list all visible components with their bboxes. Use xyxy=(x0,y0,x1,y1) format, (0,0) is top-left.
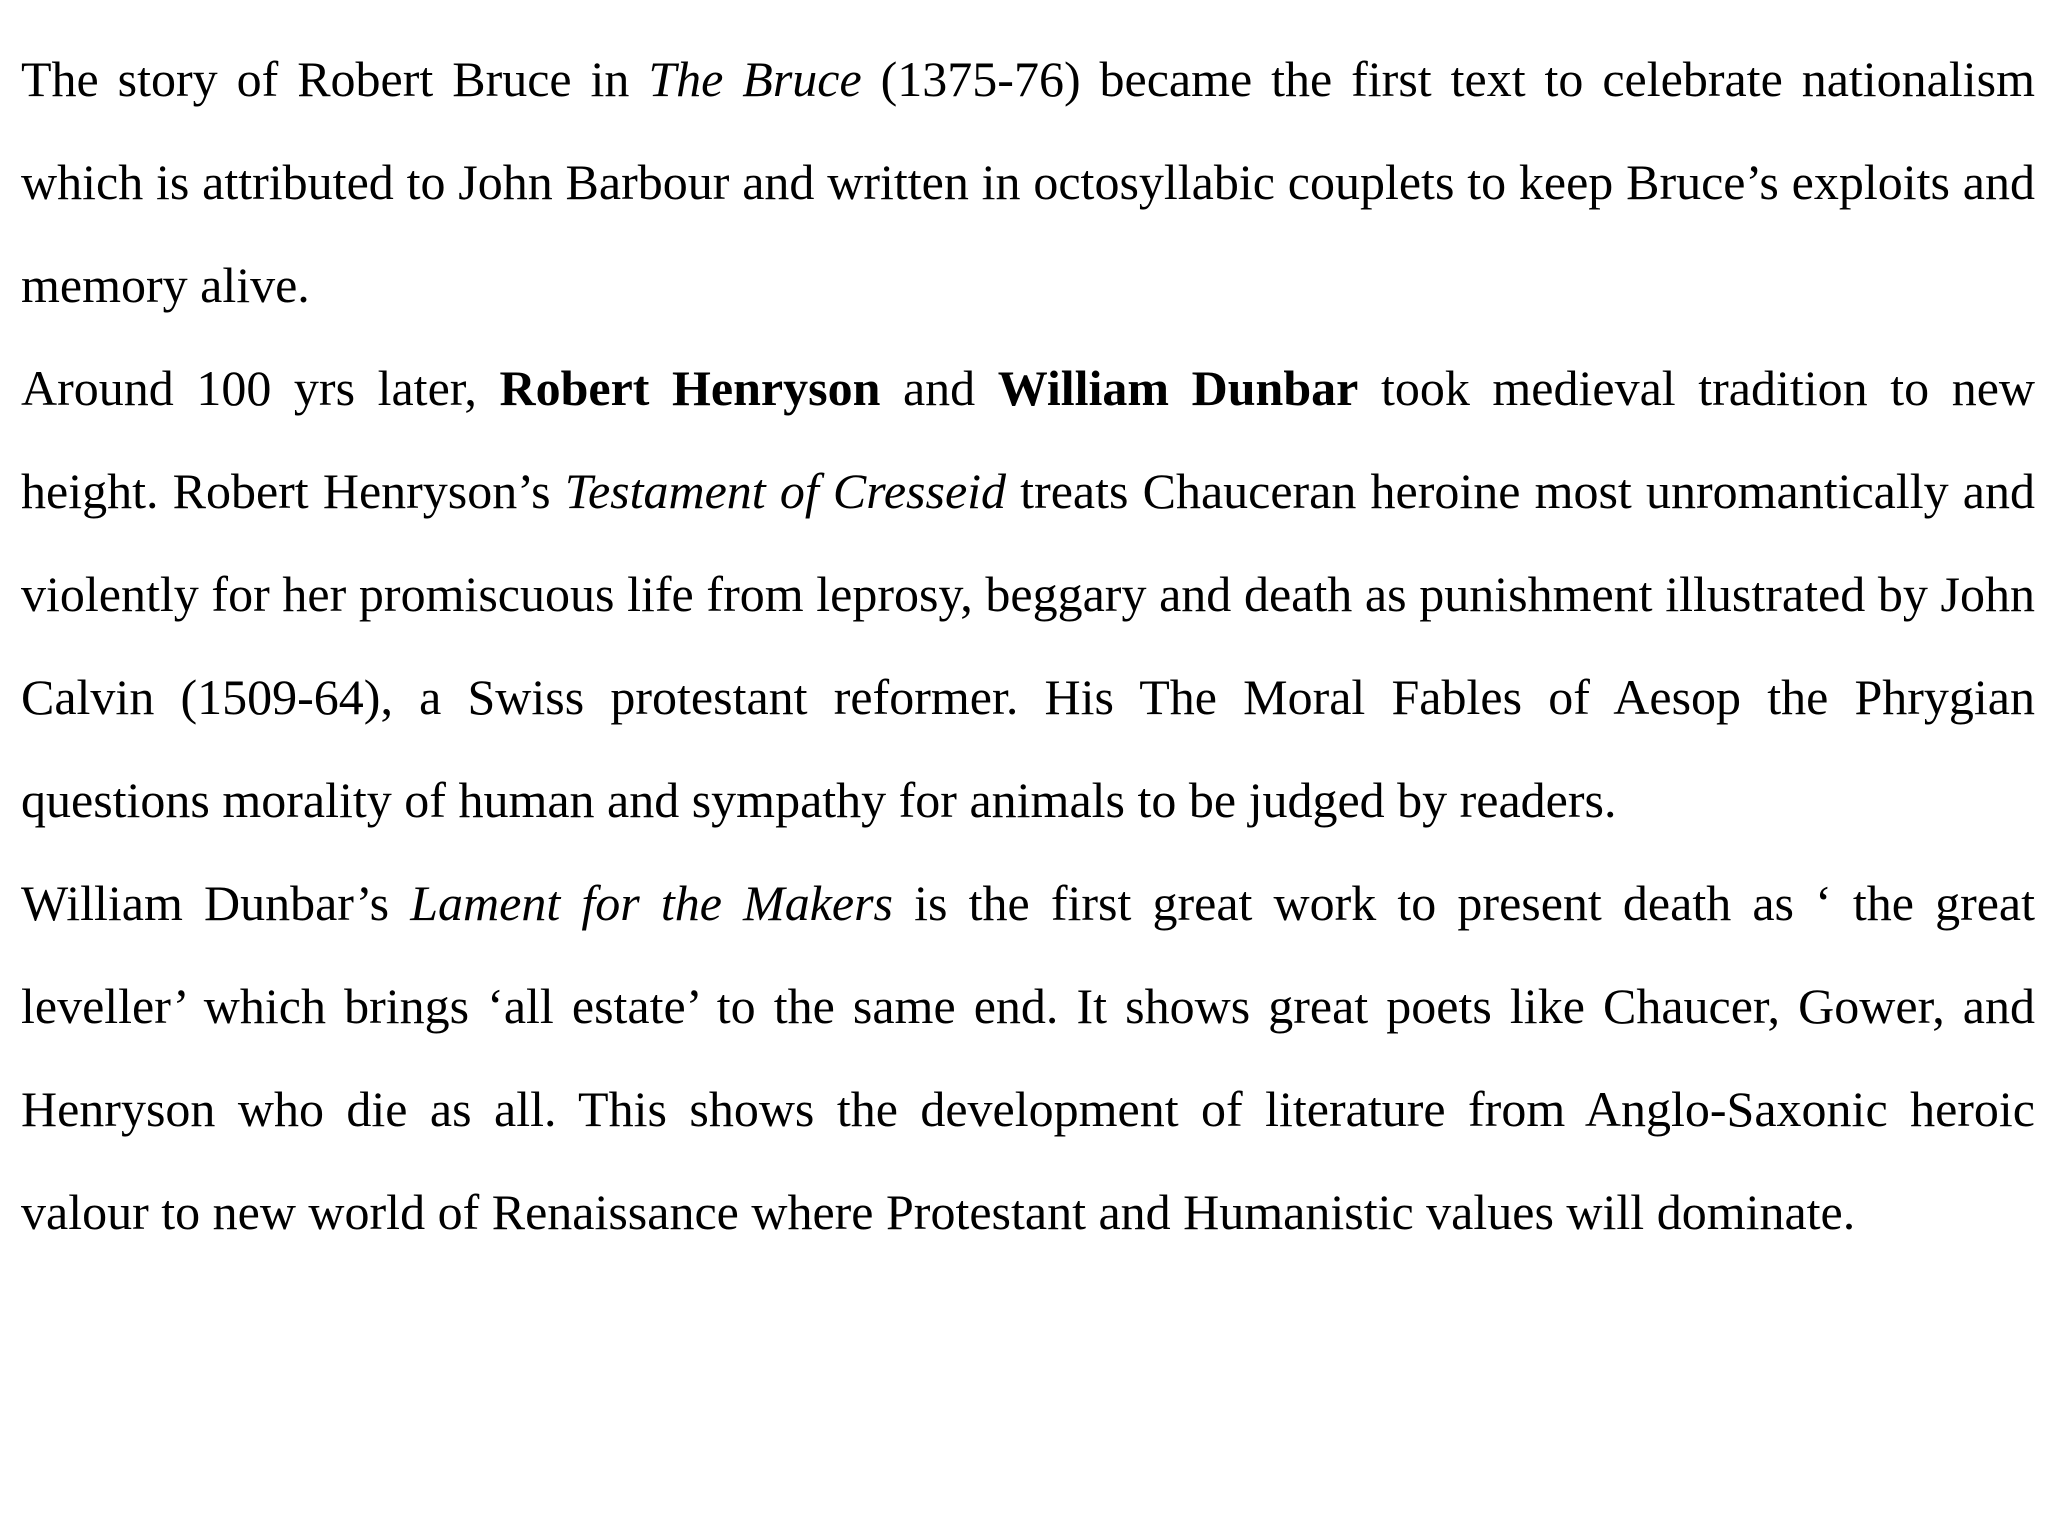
book-title-the-bruce: The Bruce xyxy=(648,51,862,107)
paragraph-text: William Dunbar’s xyxy=(21,875,411,931)
paragraph-henryson-dunbar xyxy=(21,337,2035,852)
paragraph-text: The story of Robert Bruce in xyxy=(21,51,649,107)
book-title-lament-for-the-makers: Lament for the Makers xyxy=(410,875,894,931)
document-page xyxy=(21,28,2035,1264)
paragraph-text: and xyxy=(880,360,998,416)
paragraph-text: took medieval tradition to new height. Robert Henryson’s xyxy=(21,360,2036,519)
author-name-william-dunbar: William Dunbar xyxy=(997,360,1359,416)
paragraph-text: treats Chauceran heroine most unromantically and violently for her promiscuous life from leprosy, beggary and death as punishment illustrated by John Calvin (1509-64), a Swiss protestant reformer. His The Moral Fables of Aesop the Phrygian questions morality of human and sympathy for animals to be judged by readers. xyxy=(21,463,2035,828)
paragraph-dunbar-lament xyxy=(21,852,2035,1264)
paragraph-text: Around 100 yrs later, xyxy=(21,360,500,416)
paragraph-robert-bruce xyxy=(21,28,2035,337)
author-name-robert-henryson: Robert Henryson xyxy=(499,360,881,416)
book-title-testament-of-cresseid: Testament of Cresseid xyxy=(564,463,1007,519)
paragraph-text: is the first great work to present death as ‘ the great leveller’ which brings ‘all estate’ to the same end. It shows great poets like Chaucer, Gower, and Henryson who die as all. This shows the development of literature from Anglo-Saxonic heroic valour to new world of Renaissance where Protestant and Humanistic values will dominate. xyxy=(21,875,2036,1240)
paragraph-text: (1375-76) became the first text to celebrate nationalism which is attributed to John Barbour and written in octosyllabic couplets to keep Bruce’s exploits and memory alive. xyxy=(21,51,2035,313)
